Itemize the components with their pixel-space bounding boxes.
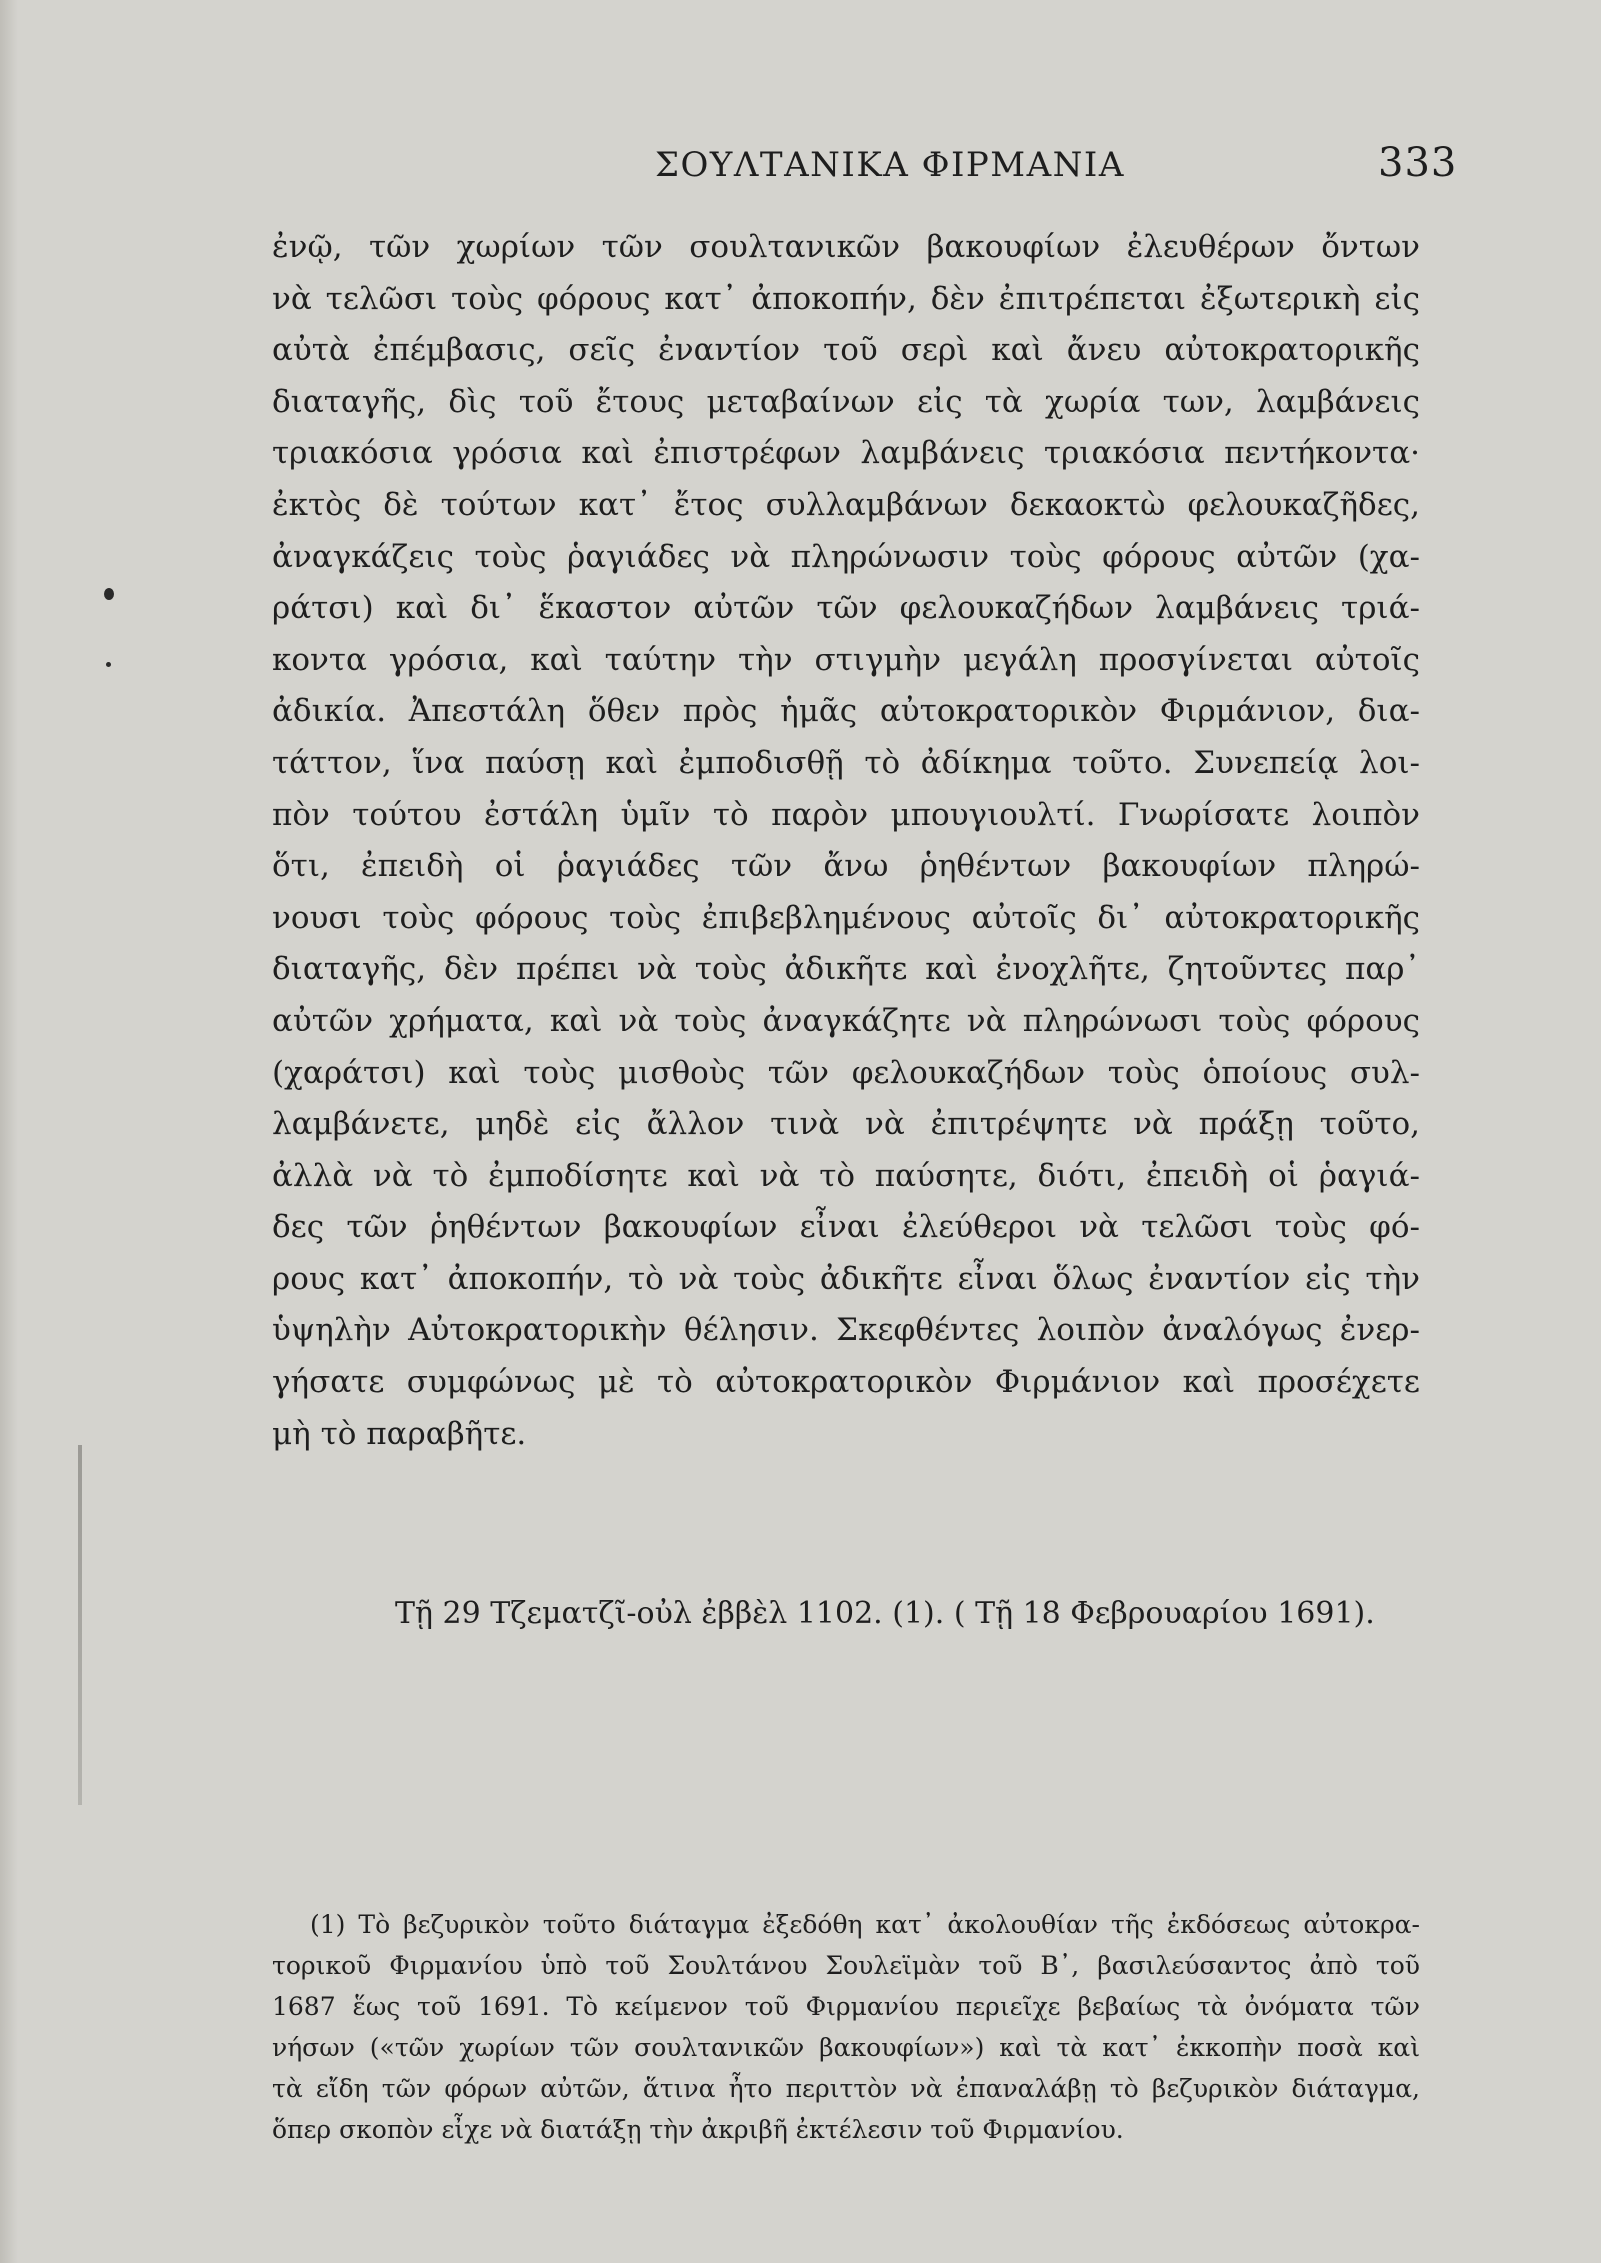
text-line: τάττον, ἵνα παύσῃ καὶ ἐμποδισθῇ τὸ ἀδίκημα τοῦτο. Συνεπείᾳ λοι- [272,744,1420,781]
page-number: 333 [1378,140,1458,186]
text-line: ράτσι) καὶ δι᾽ ἕκαστον αὐτῶν τῶν φελουκαζήδων λαμβάνεις τριά- [272,590,1420,627]
text-line: ἀλλὰ νὰ τὸ ἐμποδίσητε καὶ νὰ τὸ παύσητε, διότι, ἐπειδὴ οἱ ῥαγιά- [272,1157,1420,1194]
running-header: ΣΟΥΛΤΑΝΙΚΑ ΦΙΡΜΑΝΙΑ [655,145,1125,185]
text-line: ὑψηλὴν Αὐτοκρατορικὴν θέλησιν. Σκεφθέντες λοιπὸν ἀναλόγως ἐνερ- [272,1312,1420,1349]
text-line: νουσι τοὺς φόρους τοὺς ἐπιβεβλημένους αὐτοῖς δι᾽ αὐτοκρατορικῆς [272,899,1420,936]
body-paragraph [272,222,1420,1460]
text-line: νὰ τελῶσι τοὺς φόρους κατ᾽ ἀποκοπήν, δὲν ἐπιτρέπεται ἐξωτερικὴ εἰς [272,280,1420,317]
footnote [272,1904,1420,2150]
text-line: τριακόσια γρόσια καὶ ἐπιστρέφων λαμβάνεις τριακόσια πεντήκοντα· [272,435,1420,472]
text-line: μὴ τὸ παραβῆτε. [272,1415,527,1452]
text-line: διαταγῆς, δὲν πρέπει νὰ τοὺς ἀδικῆτε καὶ ἐνοχλῆτε, ζητοῦντες παρ᾽ [272,951,1420,988]
date-line: Τῇ 29 Τζεματζῖ-οὐλ ἐββὲλ 1102. (1). ( Τῇ 18 Φεβρουαρίου 1691). [395,1596,1375,1631]
text-line: ὅτι, ἐπειδὴ οἱ ῥαγιάδες τῶν ἄνω ῥηθέντων βακουφίων πληρώ- [272,848,1420,885]
page-edge-shadow [0,0,18,2263]
text-line: λαμβάνετε, μηδὲ εἰς ἄλλον τινὰ νὰ ἐπιτρέψητε νὰ πράξῃ τοῦτο, [272,1106,1420,1143]
footnote-line: 1687 ἕως τοῦ 1691. Τὸ κείμενον τοῦ Φιρμανίου περιεῖχε βεβαίως τὰ ὀνόματα τῶν [272,1992,1420,2021]
text-line: ἐκτὸς δὲ τούτων κατ᾽ ἔτος συλλαμβάνων δεκαοκτὼ φελουκαζῆδες, [272,486,1420,523]
text-line: γήσατε συμφώνως μὲ τὸ αὐτοκρατορικὸν Φιρμάνιον καὶ προσέχετε [272,1364,1420,1401]
text-line: ἀναγκάζεις τοὺς ῥαγιάδες νὰ πληρώνωσιν τοὺς φόρους αὐτῶν (χα- [272,538,1420,575]
footnote-line: ὅπερ σκοπὸν εἶχε νὰ διατάξῃ τὴν ἀκριβῆ ἐκτέλεσιν τοῦ Φιρμανίου. [272,2115,1124,2144]
text-line: ρους κατ᾽ ἀποκοπήν, τὸ νὰ τοὺς ἀδικῆτε εἶναι ὅλως ἐναντίον εἰς τὴν [272,1260,1420,1297]
text-line: ἀδικία. Ἀπεστάλη ὅθεν πρὸς ἡμᾶς αὐτοκρατορικὸν Φιρμάνιον, δια- [272,693,1420,730]
text-line: αὐτὰ ἐπέμβασις, σεῖς ἐναντίον τοῦ σερὶ καὶ ἄνευ αὐτοκρατορικῆς [272,332,1420,369]
margin-dot [106,662,111,667]
text-line: πὸν τούτου ἐστάλη ὑμῖν τὸ παρὸν μπουγιουλτί. Γνωρίσατε λοιπὸν [272,796,1420,833]
footnote-line: νήσων («τῶν χωρίων τῶν σουλτανικῶν βακουφίων») καὶ τὰ κατ᾽ ἐκκοπὴν ποσὰ καὶ [272,2033,1420,2062]
text-line: δες τῶν ῥηθέντων βακουφίων εἶναι ἐλεύθεροι νὰ τελῶσι τοὺς φό- [272,1209,1420,1246]
binding-mark [78,1445,82,1805]
text-line: (χαράτσι) καὶ τοὺς μισθοὺς τῶν φελουκαζήδων τοὺς ὁποίους συλ- [272,1054,1420,1091]
text-line: αὐτῶν χρήματα, καὶ νὰ τοὺς ἀναγκάζητε νὰ πληρώνωσι τοὺς φόρους [272,1002,1420,1039]
footnote-line: τὰ εἴδη τῶν φόρων αὐτῶν, ἅτινα ἦτο περιττὸν νὰ ἐπαναλάβῃ τὸ βεζυρικὸν διάταγμα, [272,2074,1420,2103]
text-line: κοντα γρόσια, καὶ ταύτην τὴν στιγμὴν μεγάλη προσγίνεται αὐτοῖς [272,641,1420,678]
margin-dot [104,588,114,600]
footnote-line: τορικοῦ Φιρμανίου ὑπὸ τοῦ Σουλτάνου Σουλεϊμὰν τοῦ Β᾽, βασιλεύσαντος ἀπὸ τοῦ [272,1951,1420,1980]
text-line: ἐνῷ, τῶν χωρίων τῶν σουλτανικῶν βακουφίων ἐλευθέρων ὄντων [272,229,1420,265]
footnote-line: (1) Τὸ βεζυρικὸν τοῦτο διάταγμα ἐξεδόθη κατ᾽ ἀκολουθίαν τῆς ἐκδόσεως αὐτοκρα- [310,1910,1420,1939]
text-line: διαταγῆς, δὶς τοῦ ἔτους μεταβαίνων εἰς τὰ χωρία των, λαμβάνεις [272,383,1420,420]
